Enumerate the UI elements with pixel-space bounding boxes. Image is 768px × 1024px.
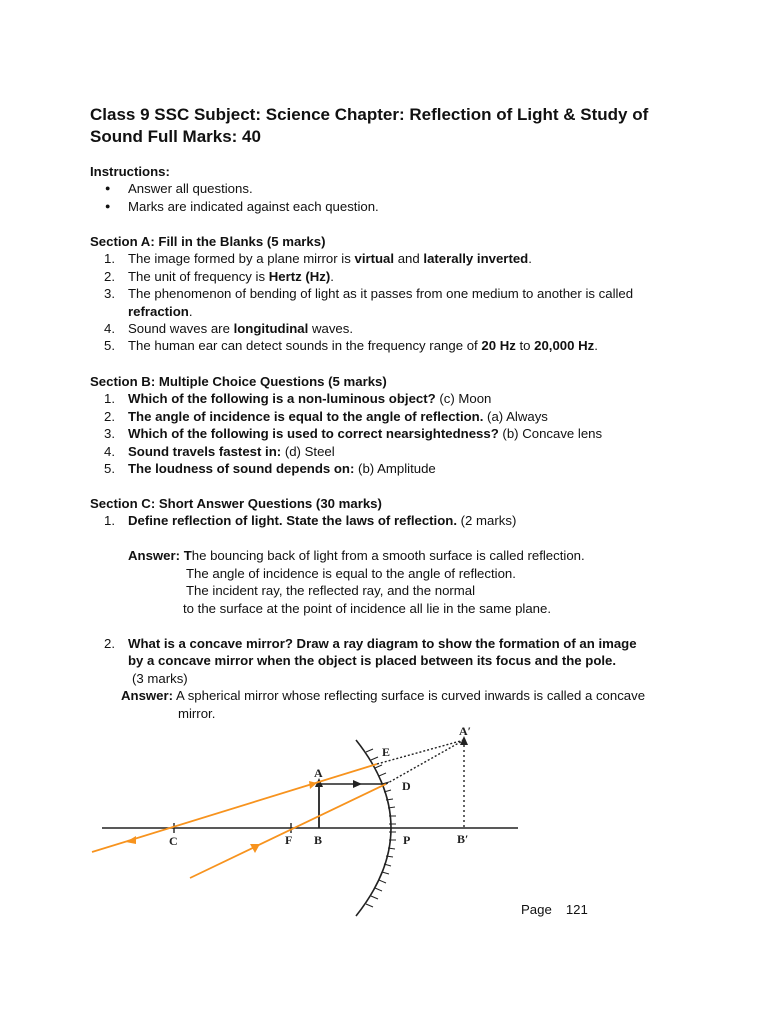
list-item: 1. Which of the following is a non-luminous object? (c) Moon [104,391,492,407]
label-c: C [169,834,178,848]
section-c-list [90,512,516,529]
answer-line: to the surface at the point of incidence all lie in the same plane. [183,601,552,616]
instructions-heading: Instructions: [90,164,170,179]
virtual-ray-2 [377,740,464,764]
answer-label: Answer: [121,688,174,703]
page-footer [521,902,602,917]
list-item: 4. Sound waves are longitudinal waves. [104,321,354,337]
label-a-image: A′ [459,724,472,738]
list-item: 1. Define reflection of light. State the laws of reflection. (2 marks) [104,513,517,529]
label-e: E [382,745,391,759]
concave-mirror-ray-diagram [90,722,530,922]
instructions-list [90,180,379,215]
page-label: Page [521,902,552,917]
label-b: B [314,833,323,847]
list-item: 3. Which of the following is used to correct nearsightedness? (b) Concave lens [104,426,603,442]
page-number: 121 [565,902,588,917]
answer-line: The incident ray, the reflected ray, and the normal [186,583,476,598]
list-item: 5. The loudness of sound depends on: (b) Amplitude [104,461,436,477]
section-a-list [90,250,633,354]
answer-line: The angle of incidence is equal to the angle of reflection. [186,566,516,581]
section-a-heading: Section A: Fill in the Blanks (5 marks) [90,234,326,249]
list-item: 2. The unit of frequency is Hertz (Hz). [104,268,334,284]
list-item: 4. Sound travels fastest in: (d) Steel [104,443,335,459]
list-item: ● Answer all questions. [90,180,379,197]
q2-answer: Answer: A spherical mirror whose reflecting surface is curved inwards is called a concave [121,688,646,703]
instructions-block [90,163,379,215]
answer-label: Answer: T [128,548,192,563]
label-a: A [314,766,323,780]
section-b-list [90,390,602,477]
label-p: P [403,833,411,847]
q2-question: 2. What is a concave mirror? Draw a ray diagram to show the formation of an image by a concave mirror when the object is placed between its focus and the pole. [104,636,637,669]
section-b-heading: Section B: Multiple Choice Questions (5 marks) [90,374,387,389]
label-f: F [285,833,293,847]
page-title: Class 9 SSC Subject: Science Chapter: Reflection of Light & Study of Sound Full Marks: 40 [90,105,649,146]
list-item: 1. The image formed by a plane mirror is virtual and laterally inverted. [104,251,532,267]
section-b [90,373,602,477]
q1-answer: Answer: The bouncing back of light from a smooth surface is called reflection. [128,548,585,563]
section-c-heading: Section C: Short Answer Questions (30 marks) [90,496,382,511]
section-a [90,233,633,355]
list-item: 5. The human ear can detect sounds in the frequency range of 20 Hz to 20,000 Hz. [104,338,598,354]
virtual-ray-1 [386,740,464,784]
label-b-image: B′ [457,832,469,846]
answer-line: mirror. [178,706,216,721]
reflected-ray-through-f [190,784,386,878]
section-c [90,495,516,530]
label-d: D [402,779,411,793]
list-item: 2. The angle of incidence is equal to the angle of reflection. (a) Always [104,408,548,424]
q2-marks: (3 marks) [132,671,188,686]
list-item: ● Marks are indicated against each question. [90,198,379,215]
list-item: 3. The phenomenon of bending of light as it passes from one medium to another is called refraction. [104,286,634,319]
